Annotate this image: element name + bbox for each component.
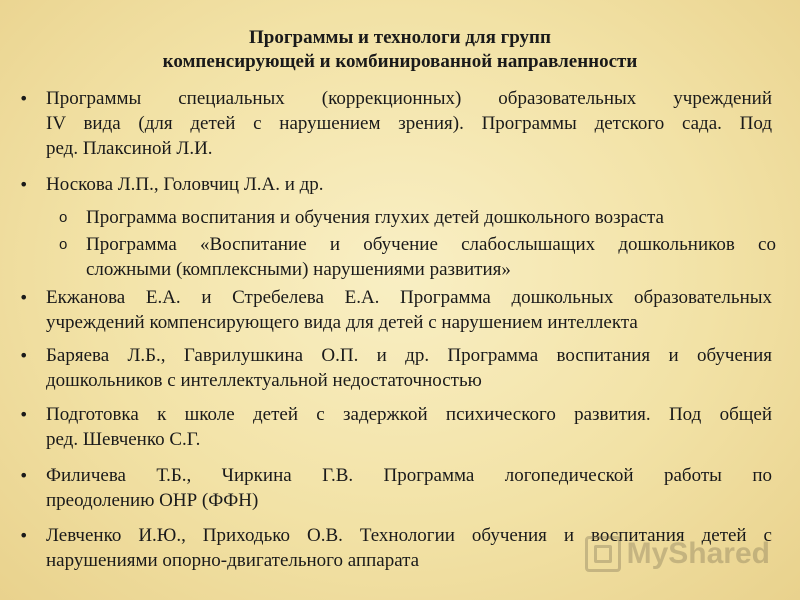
bullet-line: • Баряева Л.Б., Гаврилушкина О.П. и др. Программа воспитания и обучения [46,345,772,366]
bullet-line: преодолению ОНР (ФФН) [46,490,259,511]
subitem-line: o Программа воспитания и обучения глухих детей дошкольного возраста [86,207,664,228]
watermark-text: MyShared [626,537,770,570]
slide-title-line-2: компенсирующей и комбинированной направленности [162,51,638,72]
bullet-line: ред. Шевченко С.Г. [46,429,201,450]
myshared-watermark [585,536,770,572]
slide-title-line-1: Программы и технологи для групп [249,27,551,48]
bullet-line: ред. Плаксиной Л.И. [46,138,213,159]
myshared-logo-icon [585,536,621,572]
slide-title [0,26,800,74]
subitem-hearing-impaired-program [86,232,776,282]
subitem-deaf-program [86,205,776,230]
subitem-line: o Программа «Воспитание и обучение слабослышащих дошкольников со [86,234,776,255]
bullet-item-noskova [46,172,772,197]
bullet-line: • Левченко И.Ю., Приходько О.В. Технологии обучения и воспитания детей с [46,525,772,546]
bullet-line: учреждений компенсирующего вида для детей с нарушением интеллекта [46,312,638,333]
bullet-line: • Филичева Т.Б., Чиркина Г.В. Программа логопедической работы по [46,465,772,486]
bullet-line: • Носкова Л.П., Головчиц Л.А. и др. [46,174,324,195]
bullet-item-baryaeva [46,343,772,393]
bullet-line: нарушениями опорно-двигательного аппарата [46,550,420,571]
bullet-line: • Программы специальных (коррекционных) образовательных учреждений [46,88,772,109]
bullet-item-filicheva [46,463,772,513]
subitem-line: сложными (комплексными) нарушениями развития» [86,259,511,280]
bullet-line: дошкольников с интеллектуальной недостаточностью [46,370,482,391]
bullet-item-ekzhanova [46,285,772,335]
bullet-line: • Екжанова Е.А. и Стребелева Е.А. Программа дошкольных образовательных [46,287,772,308]
bullet-line: IV вида (для детей с нарушением зрения). Программы детского сада. Под [46,113,772,134]
bullet-item-plaksina [46,86,772,161]
bullet-item-shevchenko [46,402,772,452]
bullet-line: • Подготовка к школе детей с задержкой психического развития. Под общей [46,404,772,425]
